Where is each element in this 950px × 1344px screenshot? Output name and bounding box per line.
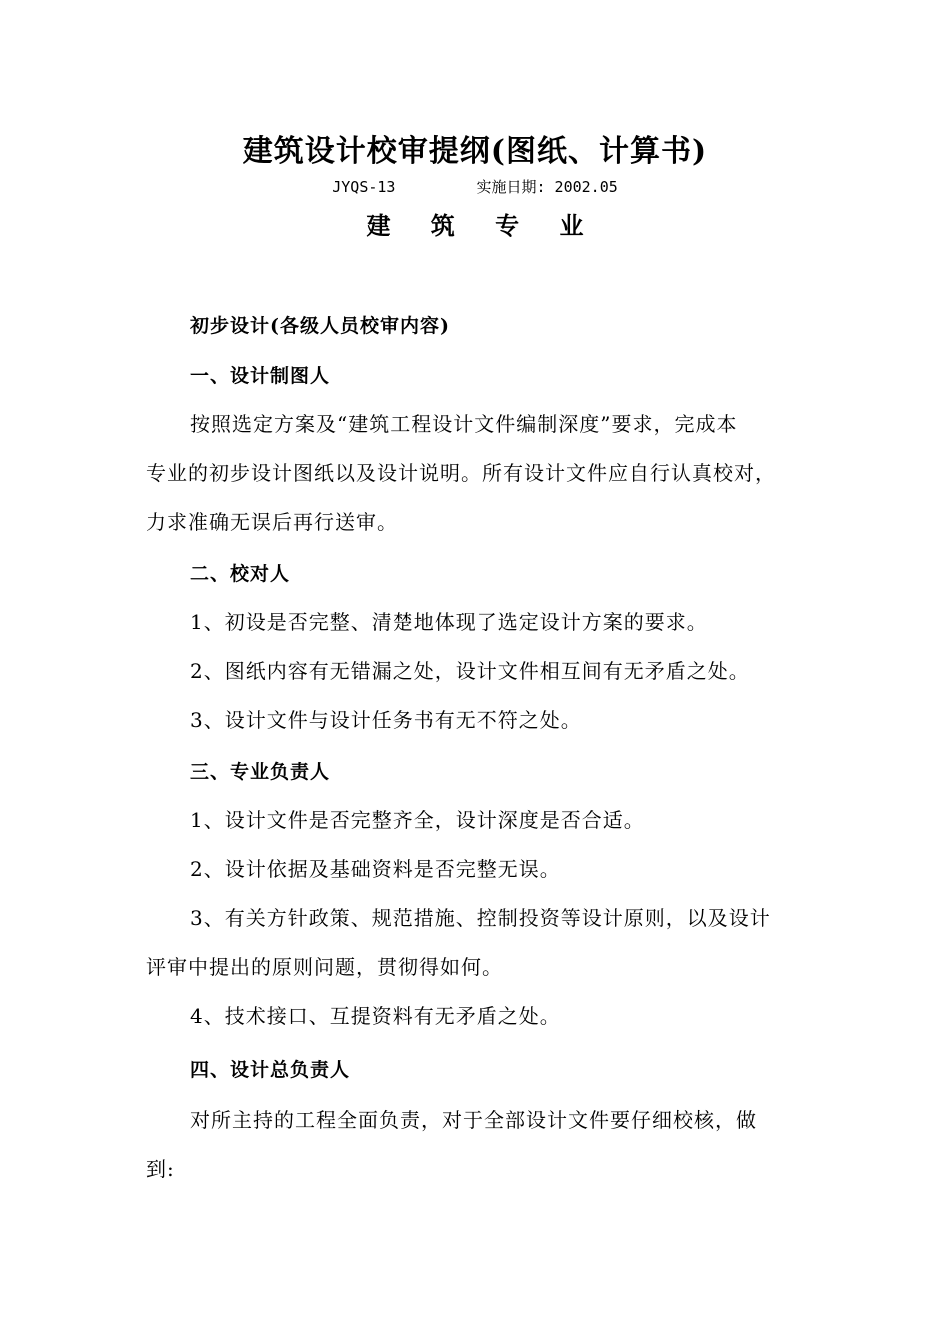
list-item: 2、图纸内容有无错漏之处，设计文件相互间有无矛盾之处。 bbox=[190, 659, 750, 683]
list-item: 3、有关方针政策、规范措施、控制投资等设计原则，以及设计 bbox=[190, 906, 771, 930]
section-4-paragraph bbox=[146, 1096, 816, 1194]
list-item: 2、设计依据及基础资料是否完整无误。 bbox=[190, 857, 561, 881]
paragraph-line: 对所主持的工程全面负责，对于全部设计文件要仔细校核，做 bbox=[190, 1108, 757, 1132]
section-2-items bbox=[146, 598, 816, 745]
preliminary-heading-text: 初步设计(各级人员校审内容) bbox=[190, 315, 450, 337]
effective-date: 实施日期: 2002.05 bbox=[476, 178, 618, 196]
list-item-continuation: 评审中提出的原则问题，贯彻得如何。 bbox=[146, 955, 503, 979]
preliminary-heading bbox=[146, 302, 816, 351]
document-title: 建筑设计校审提纲(图纸、计算书) bbox=[242, 134, 708, 169]
paragraph-line: 到: bbox=[146, 1157, 175, 1181]
section-3-items bbox=[146, 796, 816, 1041]
section-1-heading-text: 一、设计制图人 bbox=[190, 365, 331, 387]
section-3-heading-text: 三、专业负责人 bbox=[190, 761, 331, 783]
paragraph-line: 专业的初步设计图纸以及设计说明。所有设计文件应自行认真校对， bbox=[146, 461, 776, 485]
major-heading: 建 筑 专 业 bbox=[366, 211, 600, 240]
section-3-heading bbox=[146, 748, 816, 797]
document-meta bbox=[0, 176, 950, 198]
section-2-heading-text: 二、校对人 bbox=[190, 563, 291, 585]
paragraph-line: 按照选定方案及“建筑工程设计文件编制深度”要求，完成本 bbox=[190, 412, 738, 436]
list-item: 1、设计文件是否完整齐全，设计深度是否合适。 bbox=[190, 808, 645, 832]
list-item: 3、设计文件与设计任务书有无不符之处。 bbox=[190, 708, 582, 732]
section-1-paragraph bbox=[146, 400, 816, 547]
section-2-heading bbox=[146, 550, 816, 599]
paragraph-line: 力求准确无误后再行送审。 bbox=[146, 510, 398, 534]
section-1-heading bbox=[146, 352, 816, 401]
list-item: 4、技术接口、互提资料有无矛盾之处。 bbox=[190, 1004, 561, 1028]
list-item: 1、初设是否完整、清楚地体现了选定设计方案的要求。 bbox=[190, 610, 708, 634]
document-code: JYQS-13 bbox=[332, 178, 396, 196]
section-4-heading bbox=[146, 1046, 816, 1095]
section-4-heading-text: 四、设计总负责人 bbox=[190, 1059, 351, 1081]
